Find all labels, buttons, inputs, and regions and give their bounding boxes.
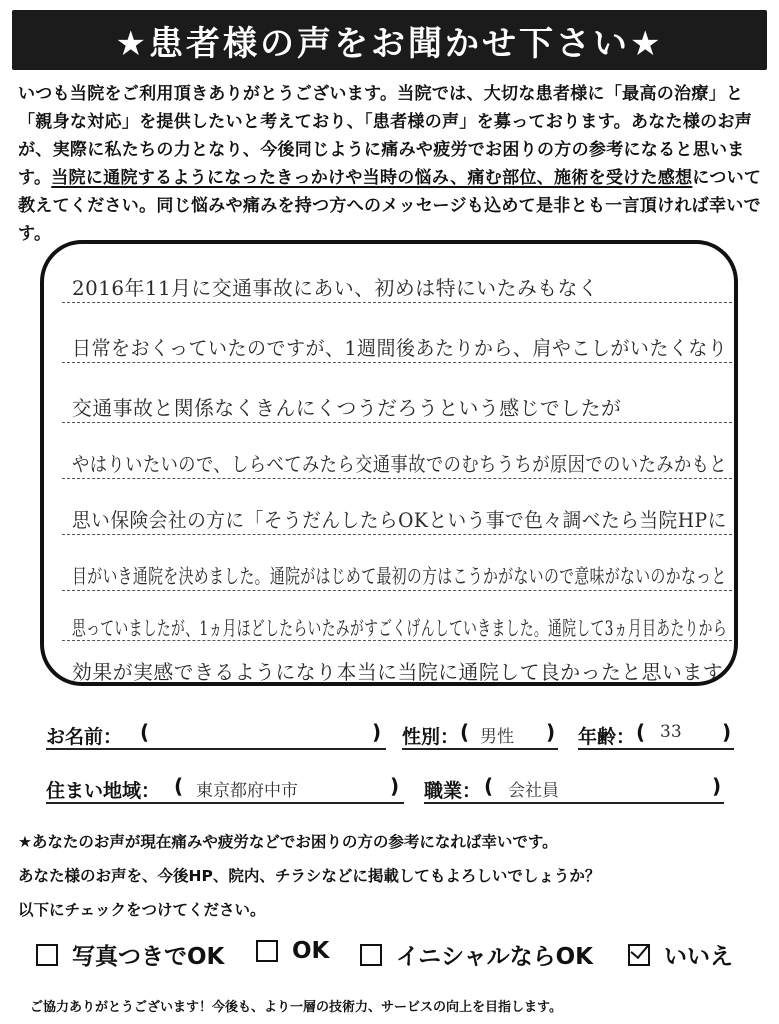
age-label: 年齢： — [578, 726, 636, 748]
testimonial-line: 目がいき通院を決めました。通院がはじめて最初の方はこうかがないので意味がないのかなっと — [72, 564, 727, 588]
option-initials-ok[interactable] — [360, 938, 593, 971]
checkbox-ok[interactable] — [256, 940, 278, 962]
area-field[interactable]: 東京都府中市 — [196, 781, 298, 801]
testimonial-line: 2016年11月に交通事故にあい、初めは特にいたみもなく — [72, 276, 599, 300]
ruled-line — [62, 302, 732, 303]
option-ok[interactable] — [256, 938, 329, 964]
page-title: ★患者様の声をお聞かせ下さい★ — [115, 23, 664, 64]
testimonial-line: 思い保険会社の方に「そうだんしたらOKという事で色々調べたら当院HPに — [72, 508, 727, 532]
ruled-line — [62, 362, 732, 363]
testimonial-line: やはりいたいので、しらべてみたら交通事故でのむちうちが原因でのいたみかもと — [72, 452, 728, 476]
ruled-line — [62, 534, 732, 535]
paren-open: ( — [140, 720, 150, 744]
name-underline — [46, 748, 386, 750]
testimonial-line: 交通事故と関係なくきんにくつうだろうという感じでしたが — [72, 396, 622, 420]
checkbox-no[interactable] — [628, 944, 650, 966]
testimonial-line: 思っていましたが、1ヵ月ほどしたらいたみがすごくげんしていきました。通院して3ヵ月目あたりから — [72, 616, 727, 640]
area-label: 住まい地域： — [46, 780, 161, 802]
page-title-banner — [12, 10, 767, 70]
option-no[interactable] — [628, 938, 733, 971]
paren-close: ) — [390, 774, 400, 798]
age-field[interactable]: 33 — [660, 722, 682, 742]
option-photo-ok[interactable] — [36, 938, 224, 971]
intro-emphasis: 当院に通院するようになったきっかけや当時の悩み、痛む部位、施術を受けた感想 — [51, 168, 693, 188]
consent-note-3: 以下にチェックをつけてください。 — [18, 901, 266, 919]
job-field[interactable]: 会社員 — [508, 781, 559, 801]
consent-note-1: ★あなたのお声が現在痛みや疲労などでお困りの方の参考になれば幸いです。 — [18, 833, 558, 851]
consent-options — [30, 938, 760, 974]
testimonial-line: 日常をおくっていたのですが、1週間後あたりから、肩やこしがいたくなり — [72, 336, 728, 360]
ruled-line — [62, 422, 732, 423]
consent-note-2: あなた様のお声を、今後HP、院内、チラシなどに掲載してもよろしいでしょうか？ — [18, 867, 601, 885]
paren-open: ( — [484, 774, 494, 798]
age-underline — [578, 748, 734, 750]
option-label: イニシャルならOK — [396, 944, 593, 970]
intro-text-2: について教えてください。同じ悩みや痛みを持つ方へのメッセージも込めて是非とも一言頂ければ幸いです。 — [18, 168, 762, 244]
intro-text-1: いつも当院をご利用頂きありがとうございます。当院では、大切な患者様に「最高の治療」と「親身な対応」を提供したいと考えており、「患者様の声」を募っております。あなた様のお声が、実際に私たちの力となり、今後同じように痛みや疲労でお困りの方の参考になると思います。 — [18, 84, 753, 188]
checkbox-photo-ok[interactable] — [36, 944, 58, 966]
paren-close: ) — [546, 720, 556, 744]
testimonial-line: 効果が実感できるようになり本当に当院に通院して良かったと思います — [72, 660, 724, 684]
area-underline — [46, 802, 404, 804]
paren-close: ) — [722, 720, 732, 744]
option-label: いいえ — [664, 944, 733, 970]
checkbox-initials-ok[interactable] — [360, 944, 382, 966]
option-label: OK — [292, 938, 330, 964]
ruled-line — [62, 478, 732, 479]
name-label: お名前： — [46, 726, 123, 748]
paren-open: ( — [636, 720, 646, 744]
gender-field[interactable]: 男性 — [480, 727, 514, 747]
gender-label: 性別： — [402, 726, 460, 748]
job-underline — [424, 802, 724, 804]
paren-open: ( — [460, 720, 470, 744]
footer-message: ご協力ありがとうございます！今後も、より一層の技術力、サービスの向上を目指します。 — [30, 1000, 562, 1015]
option-label: 写真つきでOK — [72, 944, 225, 970]
ruled-line — [62, 590, 732, 591]
paren-close: ) — [372, 720, 382, 744]
paren-open: ( — [174, 774, 184, 798]
intro-paragraph — [18, 80, 763, 248]
paren-close: ) — [712, 774, 722, 798]
job-label: 職業： — [424, 780, 482, 802]
gender-underline — [402, 748, 558, 750]
